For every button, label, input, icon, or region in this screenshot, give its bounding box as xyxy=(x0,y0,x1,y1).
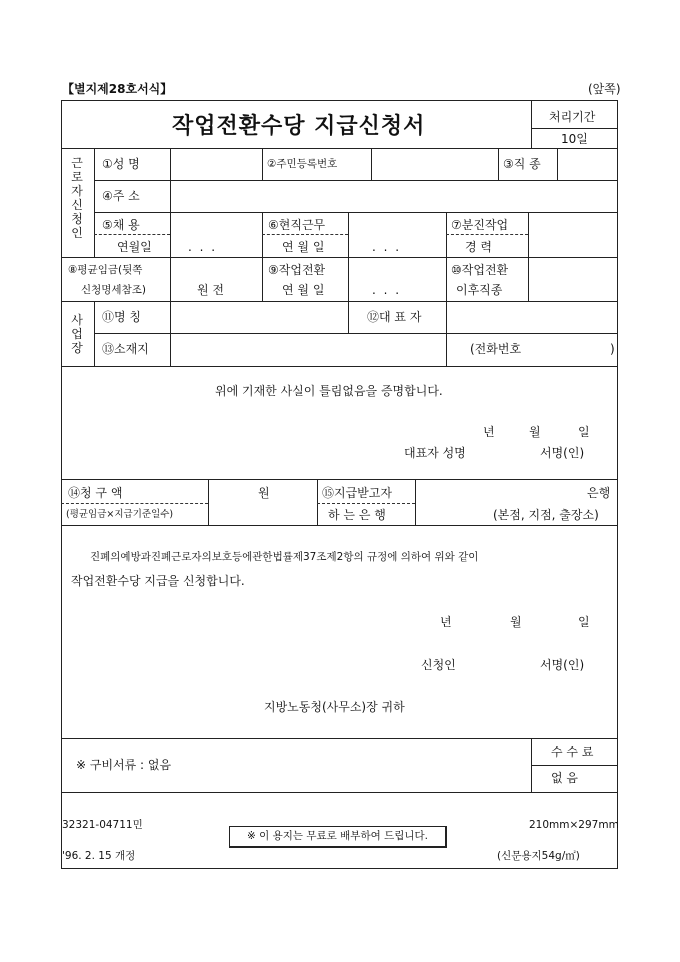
rule xyxy=(61,738,618,739)
rule xyxy=(208,479,209,525)
certify-month: 월 xyxy=(529,425,541,439)
rule xyxy=(531,765,618,766)
application-month: 월 xyxy=(510,615,522,629)
rule xyxy=(317,479,318,525)
current-job-label: ⑥현직근무 xyxy=(268,218,326,232)
certify-text: 위에 기재한 사실이 틀림없음을 증명합니다. xyxy=(215,384,443,398)
rule xyxy=(94,180,618,181)
bank-branch: (본점, 지점, 출장소) xyxy=(493,508,599,522)
rule xyxy=(348,212,349,257)
bank-label: ⑮지급받고자 xyxy=(322,486,392,500)
transfer-date-label-2: 연 월 일 xyxy=(282,283,325,297)
after-job-label-2: 이후직종 xyxy=(456,283,503,297)
application-day: 일 xyxy=(578,615,590,629)
fee-label: 수 수 료 xyxy=(551,745,594,759)
rrn-label: ②주민등록번호 xyxy=(267,158,338,170)
rule xyxy=(61,479,618,480)
rule xyxy=(531,738,532,792)
rule xyxy=(531,128,618,129)
application-year: 년 xyxy=(440,615,452,629)
dashed-rule xyxy=(446,234,528,235)
claim-amount-sub: (평균임금×지급기준일수) xyxy=(66,509,174,520)
worker-section-label: 근로자신청인 xyxy=(71,156,83,240)
representative-label: ⑫대 표 자 xyxy=(367,310,422,324)
rule xyxy=(170,180,171,212)
claim-amount-label: ⑭청 구 액 xyxy=(68,486,123,500)
rule xyxy=(61,525,618,526)
rule xyxy=(528,257,529,301)
claim-won: 원 xyxy=(258,486,270,500)
wage-unit: 원 전 xyxy=(197,283,224,297)
wage-label-2: 신청명세참조) xyxy=(81,284,146,296)
processing-label: 처리기간 xyxy=(549,110,596,124)
hire-date-value: . . . xyxy=(188,240,218,254)
rule xyxy=(61,257,618,258)
bank-unit: 은행 xyxy=(587,486,611,500)
hire-label-2: 연월일 xyxy=(117,240,152,254)
rule xyxy=(262,148,263,180)
rule xyxy=(415,479,416,525)
page-side-label: (앞쪽) xyxy=(588,82,621,96)
phone-label: (전화번호 xyxy=(470,342,522,356)
applicant-sign: 서명(인) xyxy=(540,658,585,672)
form-code: 32321-04711민 xyxy=(62,819,143,831)
free-distribution-note: ※ 이 용지는 무료로 배부하여 드립니다. xyxy=(229,826,447,848)
applicant-label: 신청인 xyxy=(421,658,456,672)
rule xyxy=(528,212,529,257)
certify-sign: 서명(인) xyxy=(540,446,585,460)
rule xyxy=(371,148,372,180)
workplace-name-label: ⑪명 칭 xyxy=(102,310,141,324)
paper-type: (신문용지54g/㎡) xyxy=(497,850,580,862)
required-documents: ※ 구비서류 : 없음 xyxy=(76,758,172,772)
addressee: 지방노동청(사무소)장 귀하 xyxy=(264,700,405,714)
application-text-2: 작업전환수당 지급을 신청합니다. xyxy=(71,574,245,588)
rule xyxy=(61,148,618,149)
rule xyxy=(557,148,558,180)
dashed-rule xyxy=(94,234,170,235)
name-label: ①성 명 xyxy=(102,157,140,171)
form-title: 작업전환수당 지급신청서 xyxy=(172,113,426,139)
rule xyxy=(170,212,171,257)
rule xyxy=(94,212,618,213)
rule xyxy=(170,301,171,366)
after-job-label: ⑩작업전환 xyxy=(451,263,509,277)
rule xyxy=(262,257,263,301)
rule xyxy=(498,148,499,180)
rule xyxy=(446,257,447,301)
rule xyxy=(446,301,447,366)
rule xyxy=(348,301,349,333)
wage-label: ⑧평균임금(뒷쪽 xyxy=(68,264,143,276)
rule xyxy=(61,366,618,367)
current-job-date-value: . . . xyxy=(372,240,402,254)
processing-value: 10일 xyxy=(561,132,588,146)
transfer-date-value: . . . xyxy=(372,283,402,297)
revision-date: '96. 2. 15 개정 xyxy=(62,850,136,862)
rule xyxy=(94,148,95,257)
transfer-date-label: ⑨작업전환 xyxy=(268,263,326,277)
dashed-rule xyxy=(317,503,415,504)
workplace-address-label: ⑬소재지 xyxy=(102,342,149,356)
career-label: ⑦분진작업 xyxy=(451,218,509,232)
rule xyxy=(531,100,532,148)
address-label: ④주 소 xyxy=(102,189,140,203)
bank-label-2: 하 는 은 행 xyxy=(328,508,386,522)
rule xyxy=(94,301,95,366)
rule xyxy=(61,792,618,793)
fee-value: 없 음 xyxy=(551,771,578,785)
certify-year: 년 xyxy=(483,425,495,439)
career-label-2: 경 력 xyxy=(465,240,492,254)
rule xyxy=(170,148,171,180)
application-text-1: 진폐의예방과진폐근로자의보호등에관한법률제37조제2항의 규정에 의하여 위와 같이 xyxy=(90,551,479,563)
rule xyxy=(348,257,349,301)
dashed-rule xyxy=(262,234,348,235)
paper-size: 210mm×297mm xyxy=(529,819,619,831)
current-job-label-2: 연 월 일 xyxy=(282,240,325,254)
form-frame xyxy=(61,100,618,869)
workplace-section-label: 사업장 xyxy=(71,313,83,355)
dashed-rule xyxy=(61,503,208,504)
representative-name-label: 대표자 성명 xyxy=(404,446,466,460)
certify-day: 일 xyxy=(578,425,590,439)
phone-close: ) xyxy=(610,342,615,356)
form-number: 【별지제28호서식】 xyxy=(62,82,173,96)
rule xyxy=(94,333,618,334)
job-label: ③직 종 xyxy=(503,157,541,171)
rule xyxy=(61,301,618,302)
rule xyxy=(170,257,171,301)
hire-label: ⑤채 용 xyxy=(102,218,140,232)
